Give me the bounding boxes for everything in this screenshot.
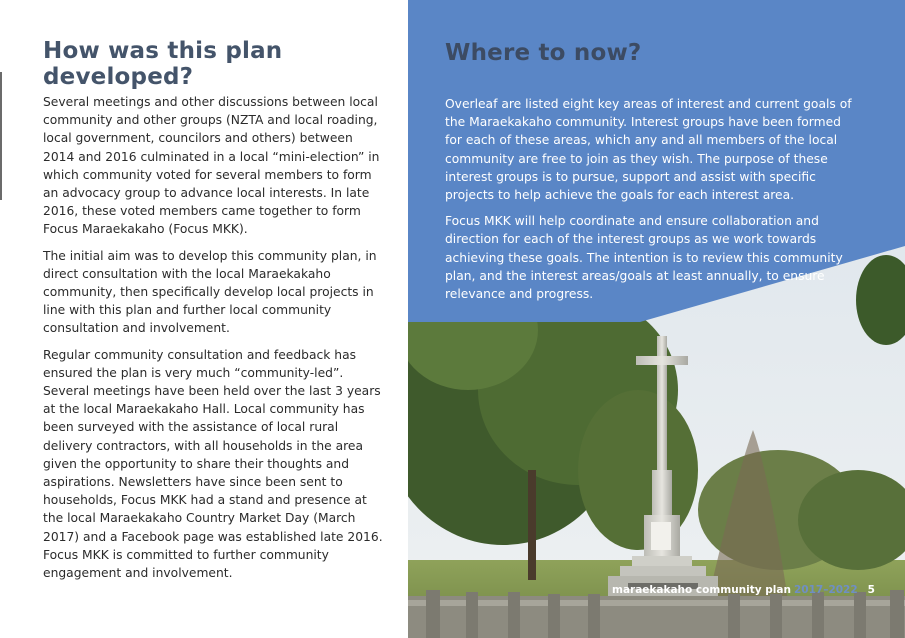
right-body-text <box>445 95 860 311</box>
left-body-text <box>43 93 383 590</box>
right-page <box>408 0 905 638</box>
footer-years: 2017–2022 <box>793 584 858 596</box>
left-paragraph: Several meetings and other discussions between local community and other groups (NZTA and local roading, local government, councilors and others) between 2014 and 2016 culminated in a local “mini-election” in which community voted for several members to form an advocacy group to advance local interests. In late 2016, these voted members came together to form Focus Maraekakaho (Focus MKK). <box>43 95 380 237</box>
right-paragraph: Overleaf are listed eight key areas of interest and current goals of the Maraekakaho community. Interest groups have been formed for each of these areas, which any and all members of the local community are free to join as they wish. The purpose of these interest groups is to pursue, support and assist with specific projects to help achieve the goals for each interest area. <box>445 97 852 203</box>
left-paragraph: Regular community consultation and feedback has ensured the plan is very much “community-led”. Several meetings have been held over the last 3 years at the local Maraekakaho Hall. Local community has been surveyed with the assistance of local rural delivery contractors, with all households in the area given the opportunity to share their thoughts and aspirations. Newsletters have since been sent to households, Focus MKK had a stand and presence at the local Maraekakaho Country Market Day (March 2017) and a Facebook page was established late 2016. Focus MKK is committed to further community engagement and involvement. <box>43 347 383 581</box>
left-heading: How was this plan developed? <box>43 38 283 90</box>
footer-title: maraekakaho community plan <box>612 584 791 596</box>
left-page <box>0 0 408 638</box>
right-paragraph: Focus MKK will help coordinate and ensure collaboration and direction for each of the interest groups as we work towards achieving these goals. The intention is to review this community plan, and the interest areas/goals at least annually, to ensure relevance and progress. <box>445 214 843 302</box>
margin-rule <box>0 72 2 200</box>
page-number: 5 <box>867 584 875 596</box>
page-footer <box>612 584 882 602</box>
right-heading: Where to now? <box>445 40 642 66</box>
left-paragraph: The initial aim was to develop this community plan, in direct consultation with the local Maraekakaho community, then specifically develop local projects in line with this plan and further local community consultation and involvement. <box>43 248 377 336</box>
